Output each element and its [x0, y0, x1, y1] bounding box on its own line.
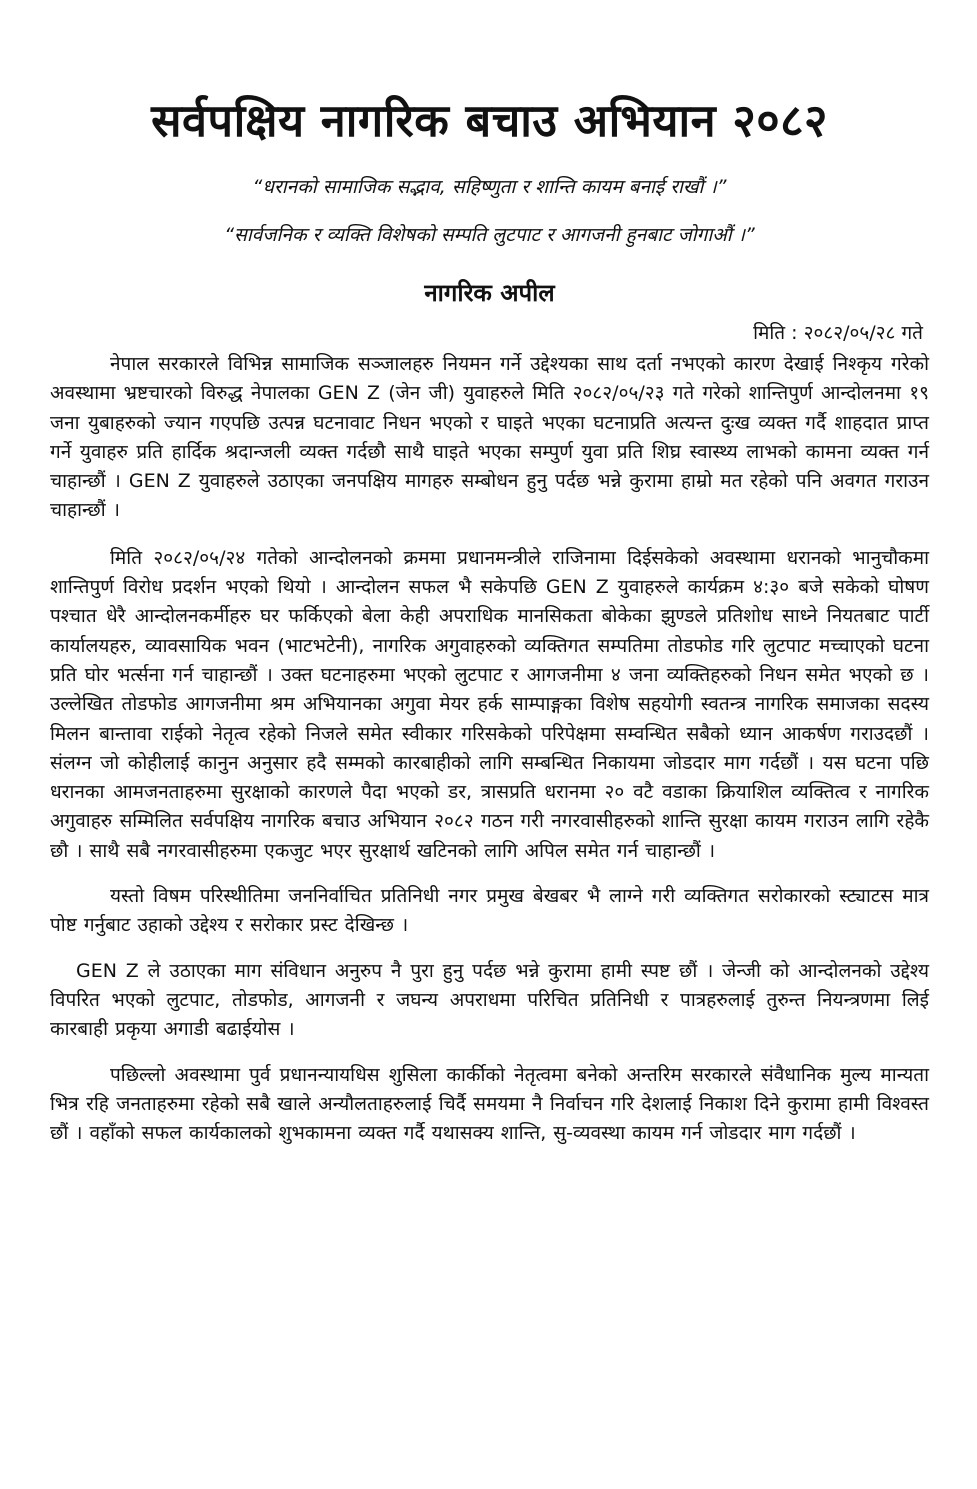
document-title: सर्वपक्षिय नागरिक बचाउ अभियान २०८२ [151, 94, 828, 147]
appeal-heading: नागरिक अपील [424, 279, 555, 307]
paragraph-5: पछिल्लो अवस्थामा पुर्व प्रधानन्यायधिस शुसिला कार्कीको नेतृत्वमा बनेको अन्तरिम सरकारले संवैधानिक मुल्य मान्यता भित्र रहि जनताहरुमा रहेको सबै खाले अन्यौलताहरुलाई चिर्दै समयमा नै निर्वाचन गरि देशलाई निकाश दिने कुरामा हामी विश्वस्त छौं । वहाँको सफल कार्यकालको शुभकामना व्यक्त गर्दै यथासक्य शान्ति, सु-व्यवस्था कायम गर्न जोडदार माग गर्दछौं । [50, 1063, 929, 1145]
paragraph-4: GEN Z ले उठाएका माग संविधान अनुरुप नै पुरा हुनु पर्दछ भन्ने कुरामा हामी स्पष्ट छौं । जेन्जी को आन्दोलनको उद्देश्य विपरित भएको लुटपाट, तोडफोड, आगजनी र जघन्य अपराधमा परिचित प्रतिनिधी र पात्रहरुलाई तुरुन्त नियन्त्रणमा लिई कारबाही प्रकृया अगाडी बढाईयोस । [50, 959, 929, 1041]
slogan-2: “सार्वजनिक र व्यक्ति विशेषको सम्पति लुटपाट र आगजनी हुनबाट जोगाऔं ।” [224, 224, 755, 246]
slogan-1: “धरानको सामाजिक सद्भाव, सहिष्णुता र शान्ति कायम बनाई राखौं ।” [252, 176, 727, 198]
paragraph-2: मिति २०८२/०५/२४ गतेको आन्दोलनको क्रममा प्रधानमन्त्रीले राजिनामा दिईसकेको अवस्थामा धरानको भानुचौकमा शान्तिपुर्ण विरोध प्रदर्शन भएको थियो । आन्दोलन सफल भै सकेपछि GEN Z युवाहरुले कार्यक्रम ४:३० बजे सकेको घोषण पश्चात धेरै आन्दोलनकर्मीहरु घर फर्किएको बेला केही अपराधिक मानसिकता बोकेका झुण्डले प्रतिशोध साध्ने नियतबाट पार्टी कार्यालयहरु, व्यावसायिक भवन (भाटभटेनी), नागरिक अगुवाहरुको व्यक्तिगत सम्पतिमा तोडफोड गरि लुटपाट मच्चाएको घटना प्रति घोर भर्त्सना गर्न चाहान्छौं । उक्त घटनाहरुमा भएको लुटपाट र आगजनीमा ४ जना व्यक्तिहरुको निधन समेत भएको छ । उल्लेखित तोडफोड आगजनीमा श्रम अभियानका अगुवा मेयर हर्क साम्पाङ्गका विशेष सहयोगी स्वतन्त्र नागरिक समाजका सदस्य मिलन बान्तावा राईको नेतृत्व रहेको निजले समेत स्वीकार गरिसकेको परिपेक्षमा सम्वन्धित सबैको ध्यान आकर्षण गराउदछौं । संलग्न जो कोहीलाई कानुन अनुसार हदै सम्मको कारबाहीको लागि सम्बन्धित निकायमा जोडदार माग गर्दछौं । यस घटना पछि धरानका आमजनताहरुमा सुरक्षाको कारणले पैदा भएको डर, त्रासप्रति धरानमा २० वटै वडाका क्रियाशिल व्यक्तित्व र नागरिक अगुवाहरु सम्मिलित सर्वपक्षिय नागरिक बचाउ अभियान २०८२ गठन गरी नगरवासीहरुको शान्ति सुरक्षा कायम गराउन लागि रहेकै छौ । साथै सबै नगरवासीहरुमा एकजुट भएर सुरक्षार्थ खटिनको लागि अपिल समेत गर्न चाहान्छौं । [50, 546, 929, 862]
paragraph-1: नेपाल सरकारले विभिन्न सामाजिक सञ्जालहरु नियमन गर्ने उद्देश्यका साथ दर्ता नभएको कारण देखाई निश्कृय गरेको अवस्थामा भ्रष्टचारको विरुद्ध नेपालका GEN Z (जेन जी) युवाहरुले मिति २०८२/०५/२३ गते गरेको शान्तिपुर्ण आन्दोलनमा १९ जना युबाहरुको ज्यान गएपछि उत्पन्न घटनावाट निधन भएको र घाइते भएका घटनाप्रति अत्यन्त दुःख व्यक्त गर्दै शाहदात प्राप्त गर्ने युवाहरु प्रति हार्दिक श्रदान्जली व्यक्त गर्दछौ साथै घाइते भएका सम्पुर्ण युवा प्रति शिघ्र स्वास्थ्य लाभको कामना व्यक्त गर्न चाहान्छौं । GEN Z युवाहरुले उठाएका जनपक्षिय मागहरु सम्बोधन हुनु पर्दछ भन्ने कुरामा हाम्रो मत रहेको पनि अवगत गराउन चाहान्छौं । [50, 353, 929, 522]
paragraph-3: यस्तो विषम परिस्थीतिमा जननिर्वाचित प्रतिनिधी नगर प्रमुख बेखबर भै लाग्ने गरी व्यक्तिगत सरोकारको स्ट्याटस मात्र पोष्ट गर्नुबाट उहाको उद्देश्य र सरोकार प्रस्ट देखिन्छ । [50, 885, 929, 937]
document-date: मिति : २०८२/०५/२८ गते [753, 322, 923, 344]
